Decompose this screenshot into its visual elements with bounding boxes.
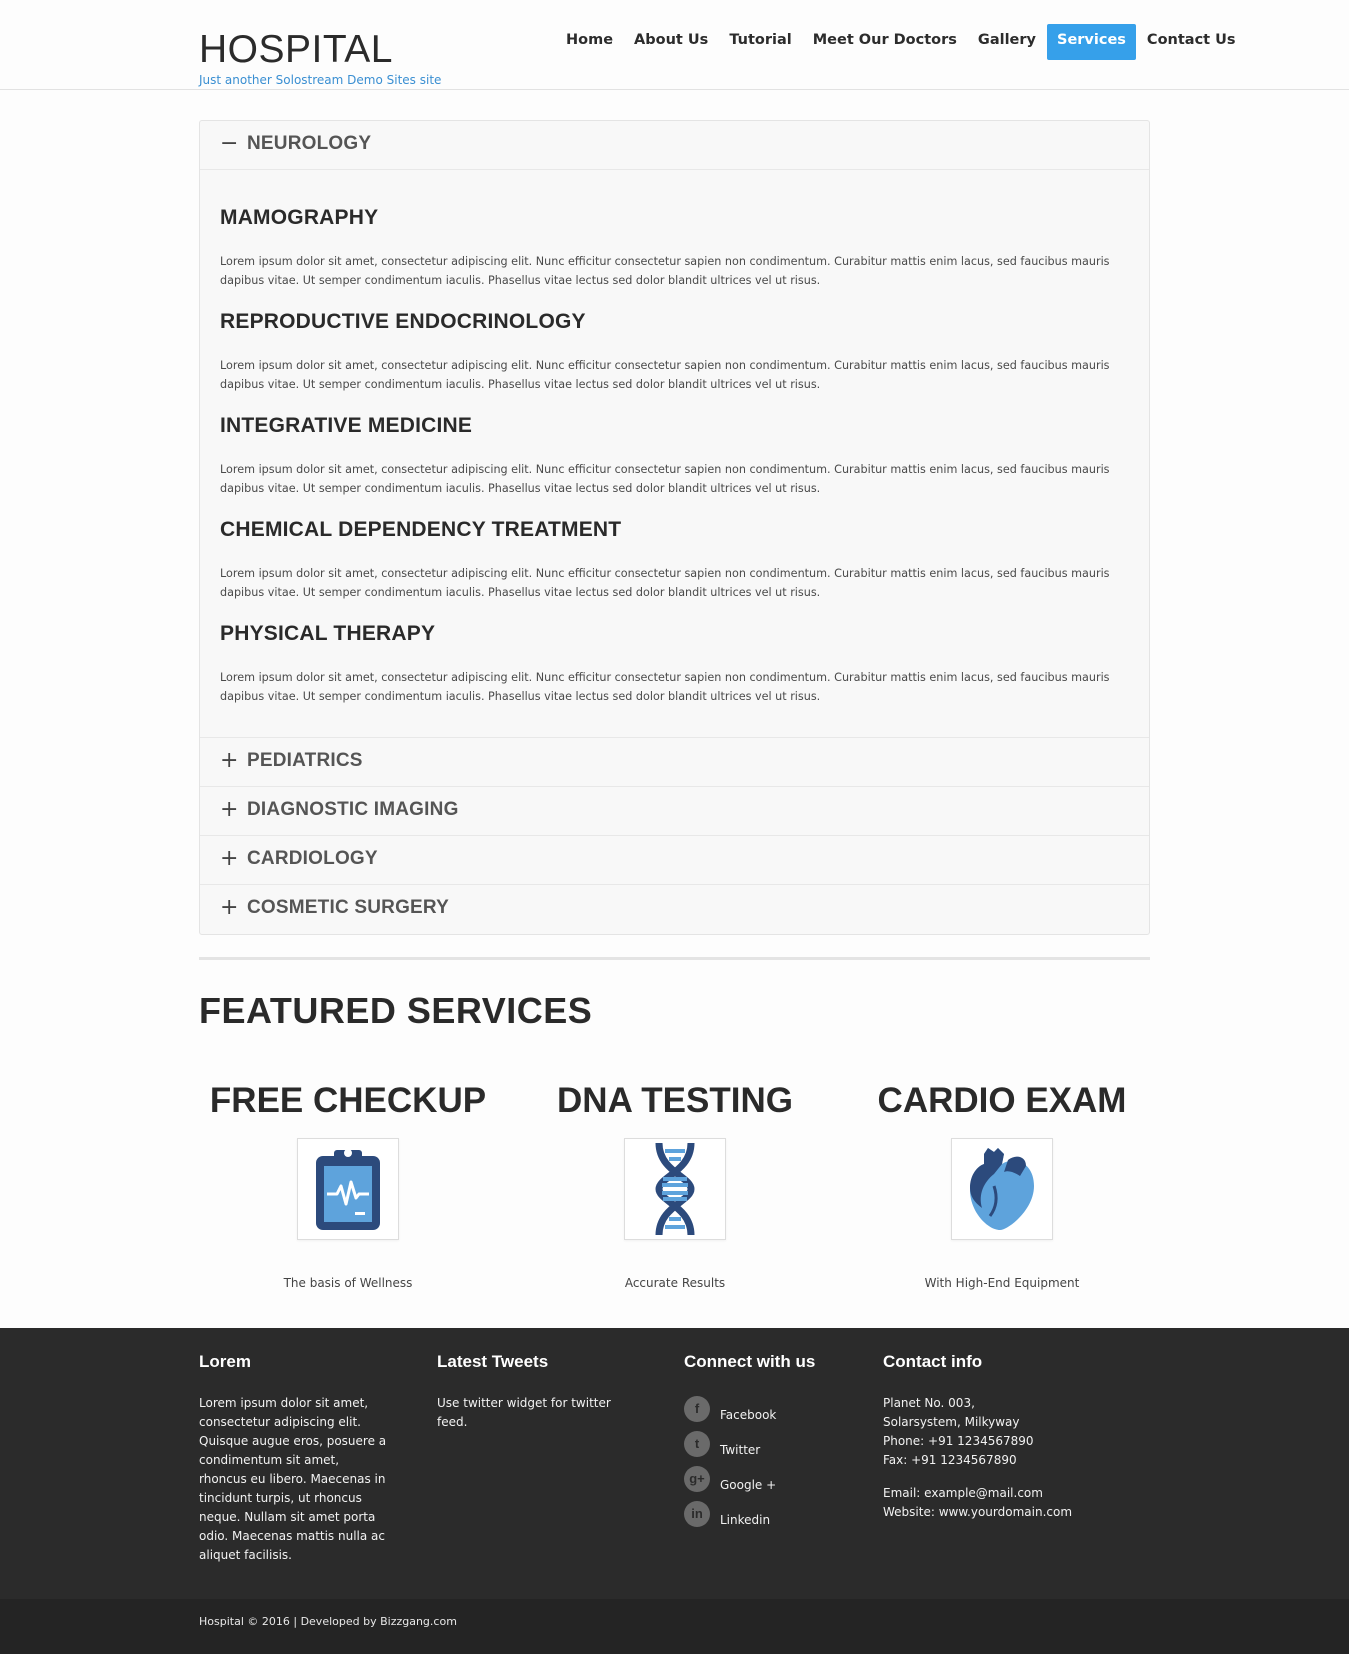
accordion-title: COSMETIC SURGERY: [247, 897, 450, 918]
featured-services-title: FEATURED SERVICES: [199, 990, 593, 1031]
social-label: Google +: [720, 1477, 777, 1492]
social-link-google-plus[interactable]: [684, 1464, 864, 1499]
accordion-header-cosmetic-surgery[interactable]: [200, 885, 1149, 934]
nav-tutorial[interactable]: Tutorial: [729, 32, 792, 48]
contact-website[interactable]: Website: www.yourdomain.com: [883, 1505, 1073, 1519]
feature-subtitle: With High-End Equipment: [924, 1276, 1080, 1290]
site-header: [0, 0, 1349, 90]
feature-subtitle: Accurate Results: [624, 1276, 726, 1290]
social-links: [684, 1394, 864, 1534]
feature-dna-testing: [525, 1080, 825, 1290]
social-label: Twitter: [720, 1442, 761, 1457]
accordion-title: NEUROLOGY: [247, 133, 372, 154]
service-title: INTEGRATIVE MEDICINE: [220, 414, 473, 437]
feature-cardio-exam: [852, 1080, 1152, 1290]
twitter-icon: t: [684, 1431, 710, 1457]
expand-icon: +: [220, 846, 239, 871]
footer-widget-title: Lorem: [199, 1352, 251, 1371]
feature-free-checkup: [198, 1080, 498, 1290]
google-plus-icon: g+: [684, 1466, 710, 1492]
nav-home[interactable]: Home: [566, 32, 614, 48]
service-description: Lorem ipsum dolor sit amet, consectetur adipiscing elit. Nunc efficitur consectetur sapien non condimentum. Curabitur mattis enim lacus, sed faucibus mauris dapibus vitae. Ut semper condimentum iaculis. Phasellus vitae lectus sed dolor blandit ultrices vel ut risus.: [220, 567, 1110, 599]
service-title: MAMOGRAPHY: [220, 206, 379, 229]
social-link-linkedin[interactable]: [684, 1499, 864, 1534]
service-description: Lorem ipsum dolor sit amet, consectetur adipiscing elit. Nunc efficitur consectetur sapien non condimentum. Curabitur mattis enim lacus, sed faucibus mauris dapibus vitae. Ut semper condimentum iaculis. Phasellus vitae lectus sed dolor blandit ultrices vel ut risus.: [220, 255, 1110, 287]
accordion-title: DIAGNOSTIC IMAGING: [247, 799, 459, 820]
dna-icon: [624, 1138, 726, 1240]
contact-address-line2: Solarsystem, Milkyway: [883, 1415, 1020, 1429]
footer-bottom-bar: [0, 1599, 1349, 1654]
service-item: [220, 414, 1129, 498]
footer-widget-text: Use twitter widget for twitter feed.: [437, 1396, 611, 1429]
accordion-header-diagnostic-imaging[interactable]: [200, 787, 1149, 836]
footer-widget-title: Latest Tweets: [437, 1352, 549, 1371]
feature-title: CARDIO EXAM: [877, 1081, 1127, 1120]
footer-lorem-widget: [199, 1352, 389, 1565]
heart-icon: [951, 1138, 1053, 1240]
accordion-title: PEDIATRICS: [247, 750, 363, 771]
service-title: CHEMICAL DEPENDENCY TREATMENT: [220, 518, 622, 541]
nav-about-us[interactable]: About Us: [634, 32, 709, 48]
accordion-panel-neurology: [200, 170, 1149, 738]
contact-phone: Phone: +91 1234567890: [883, 1434, 1034, 1448]
footer-connect-widget: [684, 1352, 864, 1534]
footer-widget-text: Lorem ipsum dolor sit amet, consectetur adipiscing elit. Quisque augue eros, posuere a condimentum sit amet, rhoncus eu libero. Maecenas in tincidunt turpis, ut rhoncus neque. Nullam sit amet porta odio. Maecenas mattis nulla ac aliquet facilisis.: [199, 1396, 387, 1562]
expand-icon: +: [220, 797, 239, 822]
footer-contact-widget: [883, 1352, 1103, 1522]
nav-services[interactable]: Services: [1047, 24, 1136, 60]
social-link-twitter[interactable]: [684, 1429, 864, 1464]
collapse-icon: −: [220, 131, 239, 156]
social-label: Linkedin: [720, 1512, 771, 1527]
accordion-title: CARDIOLOGY: [247, 848, 378, 869]
contact-fax: Fax: +91 1234567890: [883, 1453, 1017, 1467]
site-title[interactable]: HOSPITAL: [199, 28, 393, 71]
contact-email[interactable]: Email: example@mail.com: [883, 1486, 1043, 1500]
expand-icon: +: [220, 895, 239, 920]
service-item: [220, 206, 1129, 290]
feature-title: DNA TESTING: [557, 1081, 793, 1120]
footer-widget-title: Contact info: [883, 1352, 983, 1371]
accordion-header-pediatrics[interactable]: [200, 738, 1149, 787]
footer-tweets-widget: [437, 1352, 617, 1432]
service-description: Lorem ipsum dolor sit amet, consectetur adipiscing elit. Nunc efficitur consectetur sapien non condimentum. Curabitur mattis enim lacus, sed faucibus mauris dapibus vitae. Ut semper condimentum iaculis. Phasellus vitae lectus sed dolor blandit ultrices vel ut risus.: [220, 671, 1110, 703]
site-footer: [0, 1328, 1349, 1599]
feature-title: FREE CHECKUP: [209, 1081, 487, 1120]
nav-contact-us[interactable]: Contact Us: [1146, 32, 1236, 48]
clipboard-icon: [297, 1138, 399, 1240]
nav-gallery[interactable]: Gallery: [977, 32, 1036, 48]
main-nav: [556, 24, 1247, 60]
service-item: [220, 518, 1129, 602]
accordion-header-neurology[interactable]: [200, 121, 1149, 170]
service-description: Lorem ipsum dolor sit amet, consectetur adipiscing elit. Nunc efficitur consectetur sapien non condimentum. Curabitur mattis enim lacus, sed faucibus mauris dapibus vitae. Ut semper condimentum iaculis. Phasellus vitae lectus sed dolor blandit ultrices vel ut risus.: [220, 463, 1110, 495]
expand-icon: +: [220, 748, 239, 773]
service-description: Lorem ipsum dolor sit amet, consectetur adipiscing elit. Nunc efficitur consectetur sapien non condimentum. Curabitur mattis enim lacus, sed faucibus mauris dapibus vitae. Ut semper condimentum iaculis. Phasellus vitae lectus sed dolor blandit ultrices vel ut risus.: [220, 359, 1110, 391]
site-tagline: Just another Solostream Demo Sites site: [199, 73, 442, 87]
service-item: [220, 622, 1129, 706]
social-link-facebook[interactable]: [684, 1394, 864, 1429]
services-accordion: [199, 120, 1150, 935]
service-title: PHYSICAL THERAPY: [220, 622, 436, 645]
facebook-icon: f: [684, 1396, 710, 1422]
accordion-header-cardiology[interactable]: [200, 836, 1149, 885]
nav-meet-our-doctors[interactable]: Meet Our Doctors: [812, 32, 957, 48]
feature-subtitle: The basis of Wellness: [283, 1276, 413, 1290]
copyright-text: Hospital © 2016 | Developed by Bizzgang.com: [199, 1615, 457, 1628]
linkedin-icon: in: [684, 1501, 710, 1527]
contact-address-line1: Planet No. 003,: [883, 1396, 975, 1410]
section-divider: [199, 957, 1150, 960]
social-label: Facebook: [720, 1407, 777, 1422]
footer-widget-title: Connect with us: [684, 1352, 816, 1371]
service-item: [220, 310, 1129, 394]
service-title: REPRODUCTIVE ENDOCRINOLOGY: [220, 310, 586, 333]
